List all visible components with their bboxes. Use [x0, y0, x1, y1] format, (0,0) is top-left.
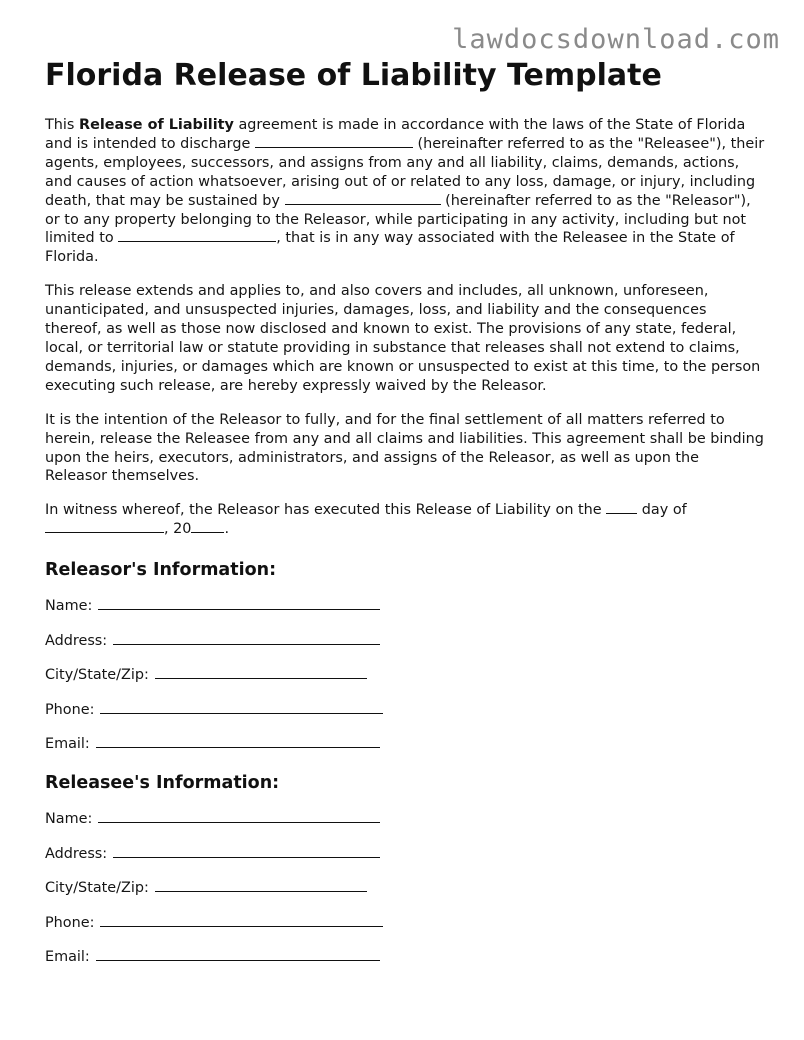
releasee-heading: Releasee's Information: [45, 773, 280, 794]
document-title: Florida Release of Liability Template [45, 58, 662, 93]
watermark: lawdocsdownload.com [452, 24, 780, 55]
releasee-phone-field [45, 913, 765, 931]
releasor-name-blank[interactable] [285, 192, 441, 205]
paragraph-witness [45, 501, 765, 539]
releasee-address-field [45, 844, 765, 862]
releasee-city-line[interactable] [155, 878, 367, 892]
releasee-name-field [45, 809, 765, 827]
releasee-email-field [45, 947, 765, 965]
intro-text-4: (hereinafter referred to as the "Releasor"), or to any property belonging to the Releasor, while participating in any activity, including but not limited to [45, 192, 751, 247]
releasor-heading: Releasor's Information: [45, 560, 277, 581]
releasee-city-label: City/State/Zip: [45, 880, 149, 897]
releasor-address-line[interactable] [113, 631, 380, 645]
releasee-name-blank[interactable] [255, 135, 413, 148]
intro-text-2: agreement is made in accordance with the laws of the State of Florida and is intended to discharge [45, 117, 746, 152]
releasor-phone-field [45, 700, 765, 718]
releasor-city-label: City/State/Zip: [45, 667, 149, 684]
witness-text-4: . [224, 521, 230, 538]
releasor-name-line[interactable] [98, 596, 380, 610]
releasee-name-label: Name: [45, 811, 93, 828]
releasor-email-line[interactable] [96, 734, 380, 748]
releasee-city-field [45, 878, 765, 896]
releasee-email-line[interactable] [96, 947, 380, 961]
intro-bold-text: Release of Liability [78, 117, 234, 133]
intro-text-3: (hereinafter referred to as the "Releasee"), their agents, employees, successors, and assigns from any and all liability, claims, demands, actions, and causes of action whatsoever, arising out of or related to any loss, damage, or injury, including death, that may be sustained by [45, 135, 765, 209]
releasor-phone-line[interactable] [100, 700, 383, 714]
releasor-city-field [45, 665, 765, 683]
witness-year-blank[interactable] [191, 520, 224, 533]
releasor-name-field [45, 596, 765, 614]
releasor-email-label: Email: [45, 736, 90, 753]
paragraph-scope: This release extends and applies to, and also covers and includes, all unknown, unforeseen, unanticipated, and unsuspected injuries, damages, loss, and liability and the consequences thereof, as well as those now disclosed and known to exist. The provisions of any state, federal, local, or territorial law or statute providing in substance that releases shall not extend to claims, demands, injuries, or damages which are known or unsuspected to exist at this time, to the person executing such release, are hereby expressly waived by the Releasor. [45, 283, 761, 394]
releasee-phone-label: Phone: [45, 914, 95, 931]
activity-blank[interactable] [118, 229, 276, 242]
paragraph-intention: It is the intention of the Releasor to fully, and for the final settlement of all matters referred to herein, release the Releasee from any and all claims and liabilities. This agreement shall be binding upon the heirs, executors, administrators, and assigns of the Releasor, as well as upon the Releasor themselves. [45, 411, 764, 485]
releasor-address-field [45, 631, 765, 649]
releasee-name-line[interactable] [98, 809, 380, 823]
releasee-address-label: Address: [45, 845, 108, 862]
witness-month-blank[interactable] [45, 520, 164, 533]
witness-day-blank[interactable] [606, 501, 637, 514]
releasee-email-label: Email: [45, 949, 90, 966]
releasor-phone-label: Phone: [45, 701, 95, 718]
releasee-address-line[interactable] [113, 844, 380, 858]
releasee-phone-line[interactable] [100, 913, 383, 927]
intro-text-5: , that is in any way associated with the Releasee in the State of Florida. [45, 230, 735, 266]
witness-text-2: day of [637, 502, 687, 519]
releasor-name-label: Name: [45, 598, 93, 615]
witness-text-3: , 20 [164, 521, 192, 538]
paragraph-release-intro [45, 116, 765, 267]
releasor-email-field [45, 734, 765, 752]
witness-text: In witness whereof, the Releasor has executed this Release of Liability on the [45, 502, 607, 519]
intro-text: This [45, 117, 79, 133]
releasor-city-line[interactable] [155, 665, 367, 679]
releasor-address-label: Address: [45, 632, 108, 649]
document-page [45, 58, 765, 965]
